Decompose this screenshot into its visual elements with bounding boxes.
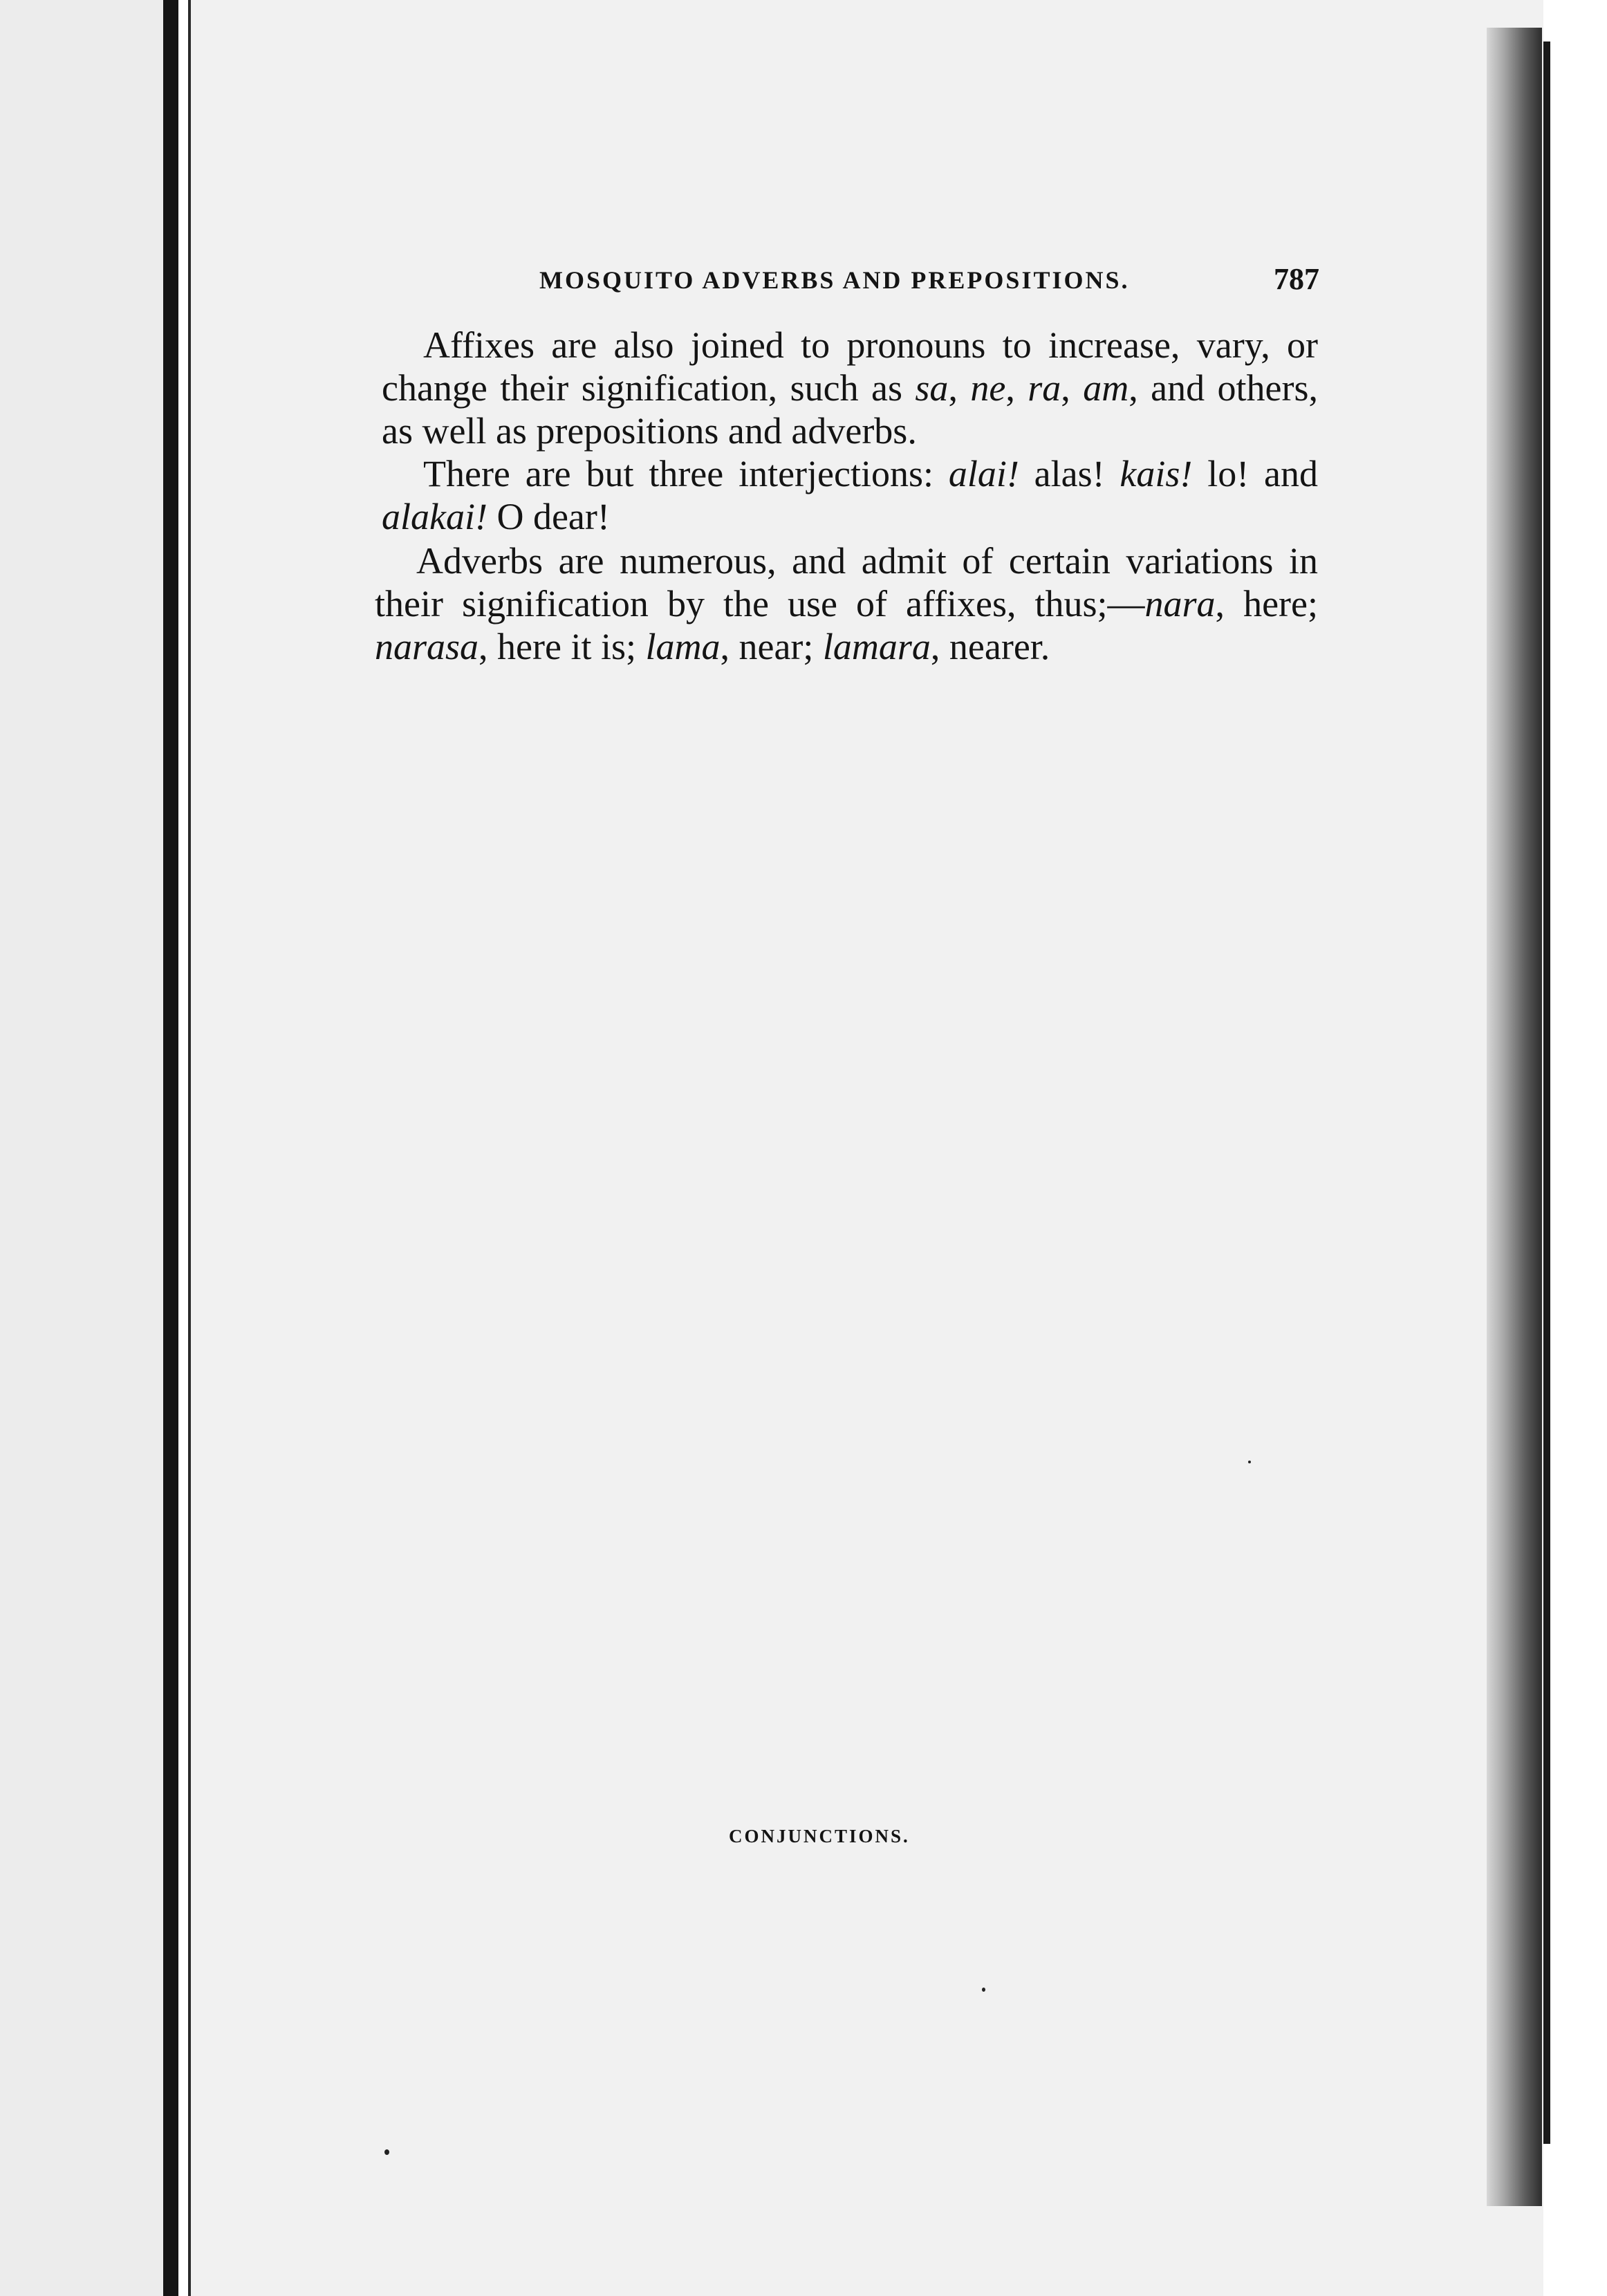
running-header: MOSQUITO ADVERBS AND PREPOSITIONS.	[539, 266, 1130, 294]
paragraph-interjections: There are but three interjections: alai! alas! kais! lo! and alakai! O dear!	[382, 453, 1319, 537]
paragraph-adverbs: Adverbs are numerous, and admit of certain variations in their signification by the use of affixes, thus;—nara, here; narasa, here it is; lama, near; lamara, nearer.	[375, 540, 1318, 667]
italic-word: am	[1083, 367, 1129, 409]
italic-word: kais!	[1120, 453, 1193, 494]
italic-word: alakai!	[382, 496, 487, 537]
conjunctions-heading: CONJUNCTIONS.	[729, 1826, 910, 1846]
page-number: 787	[1274, 262, 1319, 296]
italic-word: narasa	[375, 626, 479, 667]
scan-speck	[384, 2149, 389, 2155]
italic-word: sa	[915, 367, 949, 409]
scan-speck	[982, 1988, 985, 1992]
binding-gutter	[163, 0, 178, 2296]
italic-word: alai!	[948, 453, 1019, 494]
italic-word: ra	[1028, 367, 1061, 409]
paragraph-affixes: Affixes are also joined to pronouns to increase, vary, or change their signification, such as sa, ne, ra, am, and others, as well as prepositions and adverbs.	[382, 324, 1319, 452]
italic-word: ne	[970, 367, 1006, 409]
page-edge-rule	[1543, 41, 1550, 2144]
italic-word: nara	[1144, 583, 1216, 624]
paragraph-prepositions	[358, 1271, 1297, 1314]
italic-word: lamara	[822, 626, 931, 667]
page-edge-shadow	[1487, 28, 1542, 2206]
facing-page-edge	[0, 0, 165, 2296]
italic-word: lama	[645, 626, 721, 667]
scan-speck	[1248, 1461, 1251, 1463]
